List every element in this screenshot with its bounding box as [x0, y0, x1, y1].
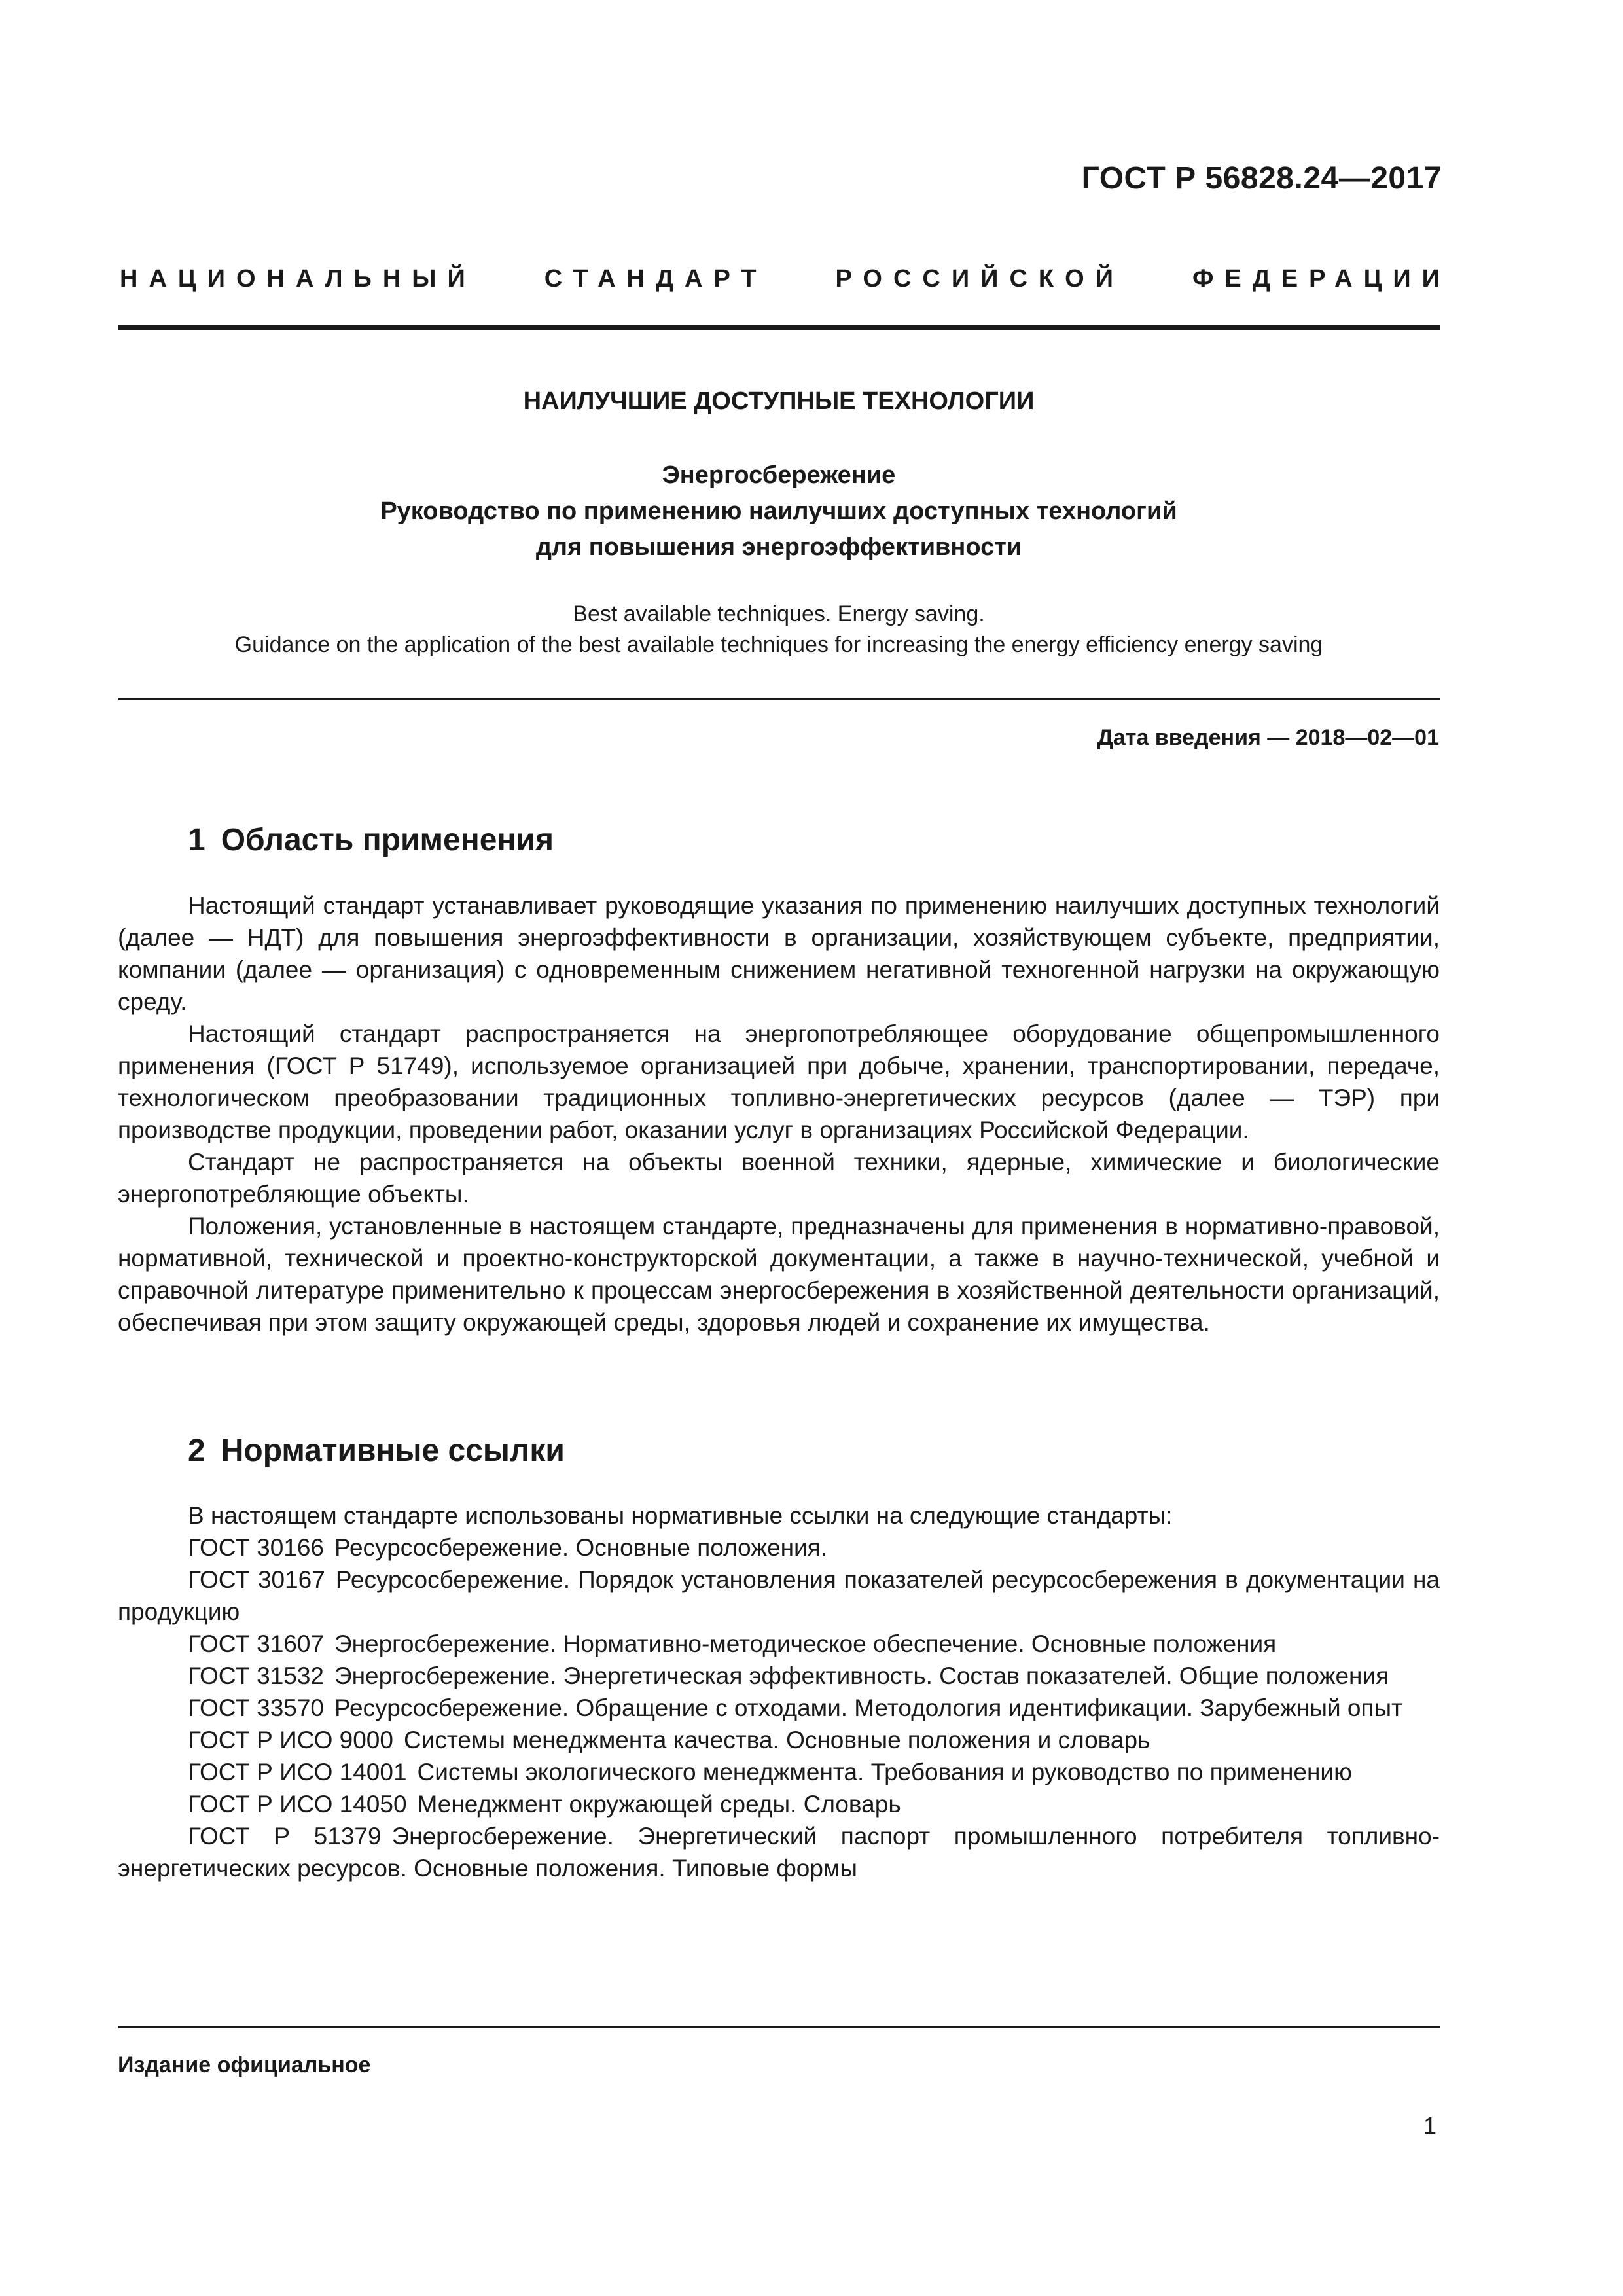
document-subtitle [118, 457, 1440, 565]
header-word: НАЦИОНАЛЬНЫЙ [120, 265, 476, 293]
reference-item [118, 1660, 1440, 1692]
english-title-line: Best available techniques. Energy saving. [573, 601, 985, 626]
section-2-body [118, 1499, 1440, 1884]
section-heading [188, 822, 554, 858]
reference-text: Ресурсосбережение. Порядок установления показателей ресурсосбережения в документации на продукцию [118, 1566, 1440, 1625]
reference-code: ГОСТ 33570 [188, 1695, 324, 1721]
header-word: РОССИЙСКОЙ [835, 265, 1124, 293]
reference-text: Энергосбережение. Энергетический паспорт промышленного потребителя топливно-энергетических ресурсов. Основные положения. Типовые формы [118, 1823, 1440, 1882]
header-word: ФЕДЕРАЦИИ [1192, 265, 1451, 293]
page-number: 1 [1423, 2112, 1436, 2139]
reference-item [118, 1532, 1440, 1564]
introduction-date: Дата введения — 2018—02—01 [1097, 725, 1439, 750]
subtitle-line: Энергосбережение [662, 461, 896, 489]
paragraph: Настоящий стандарт распространяется на энергопотребляющее оборудование общепромышленного применения (ГОСТ Р 51749), используемое организацией при добыче, хранении, транспортировании, передаче, технологическом преобразовании традиционных топливно-энергетических ресурсов (далее — ТЭР) при производстве продукции, проведении работ, оказании услуг в организациях Российской Федерации. [118, 1020, 1440, 1143]
reference-text: Энергосбережение. Энергетическая эффективность. Состав показателей. Общие положения [334, 1662, 1389, 1689]
reference-code: ГОСТ 31532 [188, 1662, 324, 1689]
reference-text: Системы экологического менеджмента. Требования и руководство по применению [417, 1759, 1352, 1785]
reference-item [118, 1820, 1440, 1884]
section-title: Нормативные ссылки [221, 1433, 565, 1468]
subtitle-line: для повышения энергоэффективности [535, 533, 1022, 561]
english-title [118, 599, 1440, 660]
reference-item [118, 1788, 1440, 1820]
header-word: СТАНДАРТ [544, 265, 768, 293]
title-divider [118, 698, 1440, 700]
section-number: 1 [188, 823, 205, 857]
reference-code: ГОСТ 31607 [188, 1630, 324, 1657]
reference-text: Ресурсосбережение. Обращение с отходами. Методология идентификации. Зарубежный опыт [334, 1695, 1403, 1721]
paragraph: Настоящий стандарт устанавливает руководящие указания по применению наилучших доступных технологий (далее — НДТ) для повышения энергоэффективности в организации, хозяйствующем субъекте, предприятии, компании (далее — организация) с одновременным снижением негативной техногенной нагрузки на окружающую среду. [118, 892, 1440, 1015]
section-1-body [118, 889, 1440, 1338]
header-divider [118, 325, 1440, 330]
reference-item [118, 1724, 1440, 1756]
section-heading [188, 1433, 565, 1469]
english-title-line: Guidance on the application of the best available techniques for increasing the energy efficiency energy saving [234, 632, 1323, 657]
official-edition-label: Издание официальное [118, 2053, 371, 2077]
reference-code: ГОСТ Р 51379 [188, 1823, 382, 1850]
reference-text: Энергосбережение. Нормативно-методическое обеспечение. Основные положения [334, 1630, 1277, 1657]
reference-code: ГОСТ 30166 [188, 1534, 324, 1561]
reference-item [118, 1756, 1440, 1788]
footer-divider [118, 2026, 1440, 2028]
section-number: 2 [188, 1433, 205, 1468]
paragraph: В настоящем стандарте использованы нормативные ссылки на следующие стандарты: [188, 1502, 1173, 1529]
section-title: Область применения [221, 823, 554, 857]
document-title: НАИЛУЧШИЕ ДОСТУПНЫЕ ТЕХНОЛОГИИ [523, 387, 1035, 415]
reference-code: ГОСТ Р ИСО 14050 [188, 1791, 407, 1818]
reference-code: ГОСТ 30167 [188, 1566, 325, 1593]
reference-item [118, 1628, 1440, 1660]
paragraph: Стандарт не распространяется на объекты военной техники, ядерные, химические и биологические энергопотребляющие объекты. [118, 1149, 1440, 1208]
gost-number: ГОСТ Р 56828.24—2017 [1081, 161, 1442, 196]
paragraph: Положения, установленные в настоящем стандарте, предназначены для применения в нормативно-правовой, нормативной, технической и проектно-конструкторской документации, а также в научно-технической, учебной и справочной литературе применительно к процессам энергосбережения в хозяйственной деятельности организаций, обеспечивая при этом защиту окружающей среды, здоровья людей и сохранение их имущества. [118, 1213, 1440, 1336]
reference-item [118, 1692, 1440, 1724]
reference-code: ГОСТ Р ИСО 14001 [188, 1759, 407, 1785]
national-standard-header [120, 265, 1451, 293]
reference-text: Менеджмент окружающей среды. Словарь [417, 1791, 901, 1818]
reference-item [118, 1564, 1440, 1628]
reference-code: ГОСТ Р ИСО 9000 [188, 1727, 393, 1753]
reference-text: Системы менеджмента качества. Основные положения и словарь [403, 1727, 1150, 1753]
subtitle-line: Руководство по применению наилучших доступных технологий [380, 497, 1177, 525]
reference-text: Ресурсосбережение. Основные положения. [334, 1534, 827, 1561]
